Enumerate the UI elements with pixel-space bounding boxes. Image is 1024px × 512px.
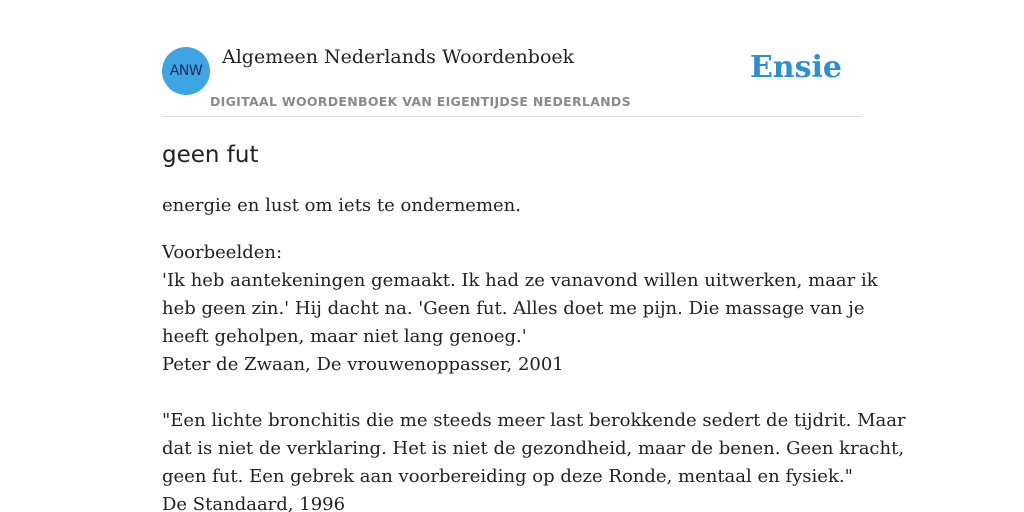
example-source: De Standaard, 1996 <box>162 494 346 512</box>
example-line: heb geen zin.' Hij dacht na. 'Geen fut. Alles doet me pijn. Die massage van je <box>162 298 865 319</box>
examples-section <box>162 239 906 512</box>
example-source: Peter de Zwaan, De vrouwenoppasser, 2001 <box>162 354 564 375</box>
site-subtitle: DIGITAAL WOORDENBOEK VAN EIGENTIJDSE NEDERLANDS <box>210 94 631 109</box>
entry-definition: energie en lust om iets te ondernemen. <box>162 195 521 216</box>
example-quote <box>162 407 906 512</box>
ensie-brand-link[interactable]: Ensie <box>749 50 842 85</box>
anw-logo[interactable]: ANW <box>162 47 210 95</box>
example-line: "Een lichte bronchitis die me steeds meer last berokkende sedert de tijdrit. Maar <box>162 410 906 431</box>
entry-headword: geen fut <box>162 142 259 168</box>
example-line: 'Ik heb aantekeningen gemaakt. Ik had ze vanavond willen uitwerken, maar ik <box>162 270 878 291</box>
example-quote <box>162 267 878 379</box>
site-title[interactable]: Algemeen Nederlands Woordenboek <box>222 46 575 68</box>
site-header <box>162 0 862 117</box>
example-line: dat is niet de verklaring. Het is niet de gezondheid, maar de benen. Geen kracht, <box>162 438 905 459</box>
example-line: heeft geholpen, maar niet lang genoeg.' <box>162 326 527 347</box>
example-line: geen fut. Een gebrek aan voorbereiding op deze Ronde, mentaal en fysiek." <box>162 466 853 487</box>
examples-label: Voorbeelden: <box>162 242 283 263</box>
entry-content <box>162 140 906 512</box>
